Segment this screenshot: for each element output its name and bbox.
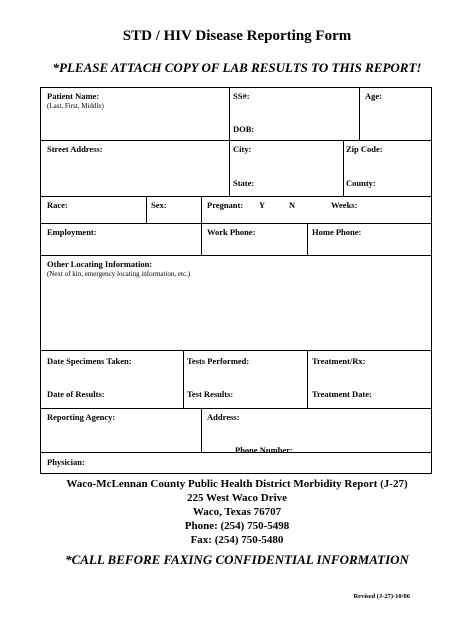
row-divider (41, 223, 431, 224)
reporting-form-table (40, 87, 432, 474)
pregnant-label: Pregnant: (207, 200, 244, 210)
footer-city-line: Waco, Texas 76707 (192, 506, 282, 518)
patient-name-label: Patient Name: (47, 91, 100, 101)
home-phone-label: Home Phone: (312, 227, 362, 237)
employment-label: Employment: (47, 227, 97, 237)
column-divider (359, 88, 360, 140)
race-label: Race: (47, 200, 68, 210)
zip-code-label: Zip Code: (346, 144, 383, 154)
phone-number-label: Phone Number: (235, 445, 293, 455)
column-divider (307, 223, 308, 255)
column-divider (146, 196, 147, 223)
call-before-faxing-notice: *CALL BEFORE FAXING CONFIDENTIAL INFORMATION (65, 552, 409, 567)
footer-street-line: 225 West Waco Drive (186, 492, 288, 504)
city-label: City: (233, 144, 252, 154)
address-label: Address: (207, 412, 240, 422)
treatment-date-label: Treatment Date: (312, 389, 372, 399)
street-address-label: Street Address: (47, 144, 103, 154)
revision-label: Revised (J-27)-10/06 (353, 593, 410, 600)
sex-label: Sex: (151, 200, 167, 210)
row-divider (41, 196, 431, 197)
footer-agency-line: Waco-McLennan County Public Health District Morbidity Report (J-27) (66, 478, 408, 490)
physician-label: Physician: (47, 457, 85, 467)
row-divider (41, 350, 431, 351)
treatment-rx-label: Treatment/Rx: (312, 356, 366, 366)
form-title: STD / HIV Disease Reporting Form (122, 28, 352, 44)
pregnant-no-option: N (289, 200, 296, 210)
attach-notice: *PLEASE ATTACH COPY OF LAB RESULTS TO THIS REPORT! (52, 60, 422, 75)
state-label: State: (233, 178, 255, 188)
row-divider (41, 255, 431, 256)
footer-phone-line: Phone: (254) 750-5498 (184, 520, 290, 532)
column-divider (183, 350, 184, 408)
column-divider (343, 140, 344, 196)
county-label: County: (346, 178, 376, 188)
column-divider (229, 88, 230, 196)
row-divider (41, 140, 431, 141)
column-divider (201, 196, 202, 255)
other-locating-hint: (Next of kin, emergency locating information, etc.) (47, 270, 191, 278)
row-divider (41, 408, 431, 409)
footer-fax-line: Fax: (254) 750-5480 (190, 534, 284, 546)
date-specimens-label: Date Specimens Taken: (47, 356, 132, 366)
ss-label: SS#: (233, 91, 250, 101)
age-label: Age: (365, 91, 382, 101)
other-locating-label: Other Locating Information: (47, 259, 153, 269)
work-phone-label: Work Phone: (207, 227, 256, 237)
column-divider (307, 350, 308, 408)
tests-performed-label: Tests Performed: (187, 356, 250, 366)
date-results-label: Date of Results: (47, 389, 105, 399)
test-results-label: Test Results: (187, 389, 234, 399)
pregnant-yes-option: Y (259, 200, 266, 210)
column-divider (201, 408, 202, 452)
patient-name-hint: (Last, First, Middle) (47, 102, 104, 110)
dob-label: DOB: (233, 124, 255, 134)
weeks-label: Weeks: (331, 200, 358, 210)
reporting-agency-label: Reporting Agency: (47, 412, 116, 422)
